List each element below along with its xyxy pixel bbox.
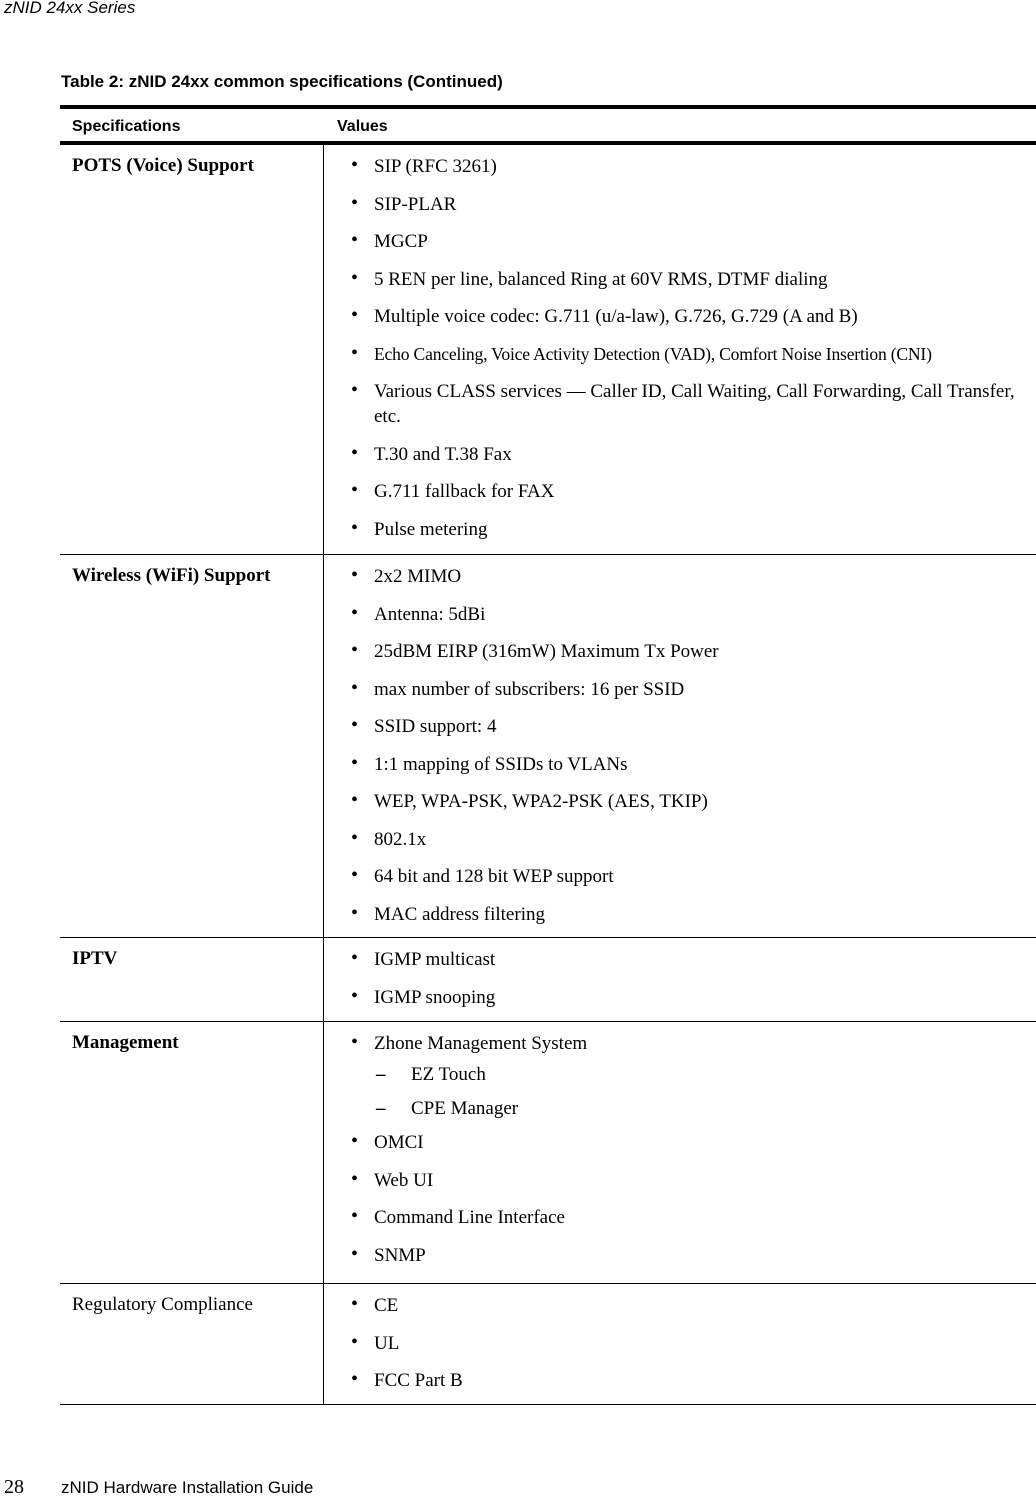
bullet-icon: • xyxy=(351,826,359,849)
list-item: • 5 REN per line, balanced Ring at 60V RMS, DTMF dialing xyxy=(351,266,828,290)
table-row-wifi xyxy=(60,555,1036,938)
list-item: • 1:1 mapping of SSIDs to VLANs xyxy=(351,751,628,775)
bullet-icon: • xyxy=(351,266,359,289)
bullet-icon: • xyxy=(351,714,359,736)
bullet-icon: • xyxy=(351,379,359,401)
values-list xyxy=(323,1022,1036,1283)
table-title: Table 2: zNID 24xx common specifications (Continued) xyxy=(61,72,503,91)
values-list xyxy=(323,938,1036,1021)
table-row-regulatory xyxy=(60,1284,1036,1405)
bullet-icon: • xyxy=(351,751,359,774)
sub-list-item: – EZ Touch xyxy=(376,1064,486,1085)
list-item: • CE xyxy=(351,1293,399,1316)
table-row-iptv xyxy=(60,938,1036,1022)
bullet-icon: • xyxy=(351,1368,359,1390)
list-item: • Web UI xyxy=(351,1167,434,1191)
bullet-icon: • xyxy=(351,676,359,699)
table-row-pots xyxy=(60,145,1036,555)
table-header-row xyxy=(60,105,1036,145)
bullet-icon: • xyxy=(351,1205,359,1227)
bullet-icon: • xyxy=(351,304,359,326)
column-header-values: Values xyxy=(337,118,388,135)
list-item: • IGMP multicast xyxy=(351,947,496,970)
bullet-icon: • xyxy=(351,341,358,364)
bullet-icon: • xyxy=(351,789,359,811)
bullet-icon: • xyxy=(351,639,359,661)
spec-table xyxy=(60,105,1036,1405)
column-header-specifications: Specifications xyxy=(72,118,181,135)
list-item: • 64 bit and 128 bit WEP support xyxy=(351,864,614,887)
spec-label: Management xyxy=(72,1032,179,1053)
list-item: • Echo Canceling, Voice Activity Detection (VAD), Comfort Noise Insertion (CNI) xyxy=(351,341,932,364)
list-item: • Multiple voice codec: G.711 (u/a-law), G.726, G.729 (A and B) xyxy=(351,304,858,327)
bullet-icon: • xyxy=(351,1293,359,1315)
list-item: • OMCI xyxy=(351,1130,424,1153)
page-footer xyxy=(4,1476,314,1499)
bullet-icon: • xyxy=(351,864,359,886)
bullet-icon: • xyxy=(351,1167,359,1190)
dash-icon: – xyxy=(376,1064,386,1085)
list-item: • Antenna: 5dBi xyxy=(351,601,486,625)
spec-label: Wireless (WiFi) Support xyxy=(72,565,271,586)
table-row-management xyxy=(60,1022,1036,1284)
bullet-icon: • xyxy=(351,1330,359,1353)
list-item: • MAC address filtering xyxy=(351,901,545,925)
values-list xyxy=(323,145,1036,554)
list-item: • MGCP xyxy=(351,229,428,252)
sub-list-item: – CPE Manager xyxy=(376,1098,519,1119)
bullet-icon: • xyxy=(351,1242,359,1265)
bullet-icon: • xyxy=(351,1130,359,1152)
list-item: • Pulse metering xyxy=(351,516,488,540)
bullet-icon: • xyxy=(351,516,359,539)
spec-label: IPTV xyxy=(72,948,118,969)
values-list xyxy=(323,555,1036,937)
list-item: • 802.1x xyxy=(351,826,427,850)
list-item: • T.30 and T.38 Fax xyxy=(351,441,512,465)
list-item: • IGMP snooping xyxy=(351,984,496,1008)
bullet-icon: • xyxy=(351,1031,359,1053)
list-item: • SSID support: 4 xyxy=(351,714,497,737)
list-item: • SIP (RFC 3261) xyxy=(351,154,497,177)
bullet-icon: • xyxy=(351,564,359,586)
values-list xyxy=(323,1284,1036,1404)
bullet-icon: • xyxy=(351,441,359,464)
list-item: • UL xyxy=(351,1330,400,1354)
bullet-icon: • xyxy=(351,947,359,969)
bullet-icon: • xyxy=(351,901,359,924)
list-item: • 25dBM EIRP (316mW) Maximum Tx Power xyxy=(351,639,719,662)
bullet-icon: • xyxy=(351,154,359,176)
bullet-icon: • xyxy=(351,479,359,501)
guide-title: zNID Hardware Installation Guide xyxy=(61,1478,314,1497)
list-item: • WEP, WPA-PSK, WPA2-PSK (AES, TKIP) xyxy=(351,789,708,812)
bullet-icon: • xyxy=(351,601,359,624)
list-item: • 2x2 MIMO xyxy=(351,564,462,587)
list-item: • Zhone Management System – EZ Touch – CPE Manager xyxy=(338,1031,1036,1121)
bullet-icon: • xyxy=(351,229,359,251)
list-item: • max number of subscribers: 16 per SSID xyxy=(351,676,685,700)
list-item: • G.711 fallback for FAX xyxy=(351,479,555,502)
bullet-icon: • xyxy=(351,984,359,1007)
list-item: • SNMP xyxy=(351,1242,426,1266)
bullet-icon: • xyxy=(351,191,359,214)
spec-label: POTS (Voice) Support xyxy=(72,155,254,176)
page-number: 28 xyxy=(4,1476,24,1498)
list-item: • FCC Part B xyxy=(351,1368,463,1391)
list-item: • SIP-PLAR xyxy=(351,191,457,215)
running-header: zNID 24xx Series xyxy=(4,0,136,17)
dash-icon: – xyxy=(376,1098,386,1119)
spec-label: Regulatory Compliance xyxy=(72,1294,253,1315)
list-item: • Command Line Interface xyxy=(351,1205,565,1228)
list-item: • Various CLASS services — Caller ID, Call Waiting, Call Forwarding, Call Transfer, etc. xyxy=(351,379,1015,427)
